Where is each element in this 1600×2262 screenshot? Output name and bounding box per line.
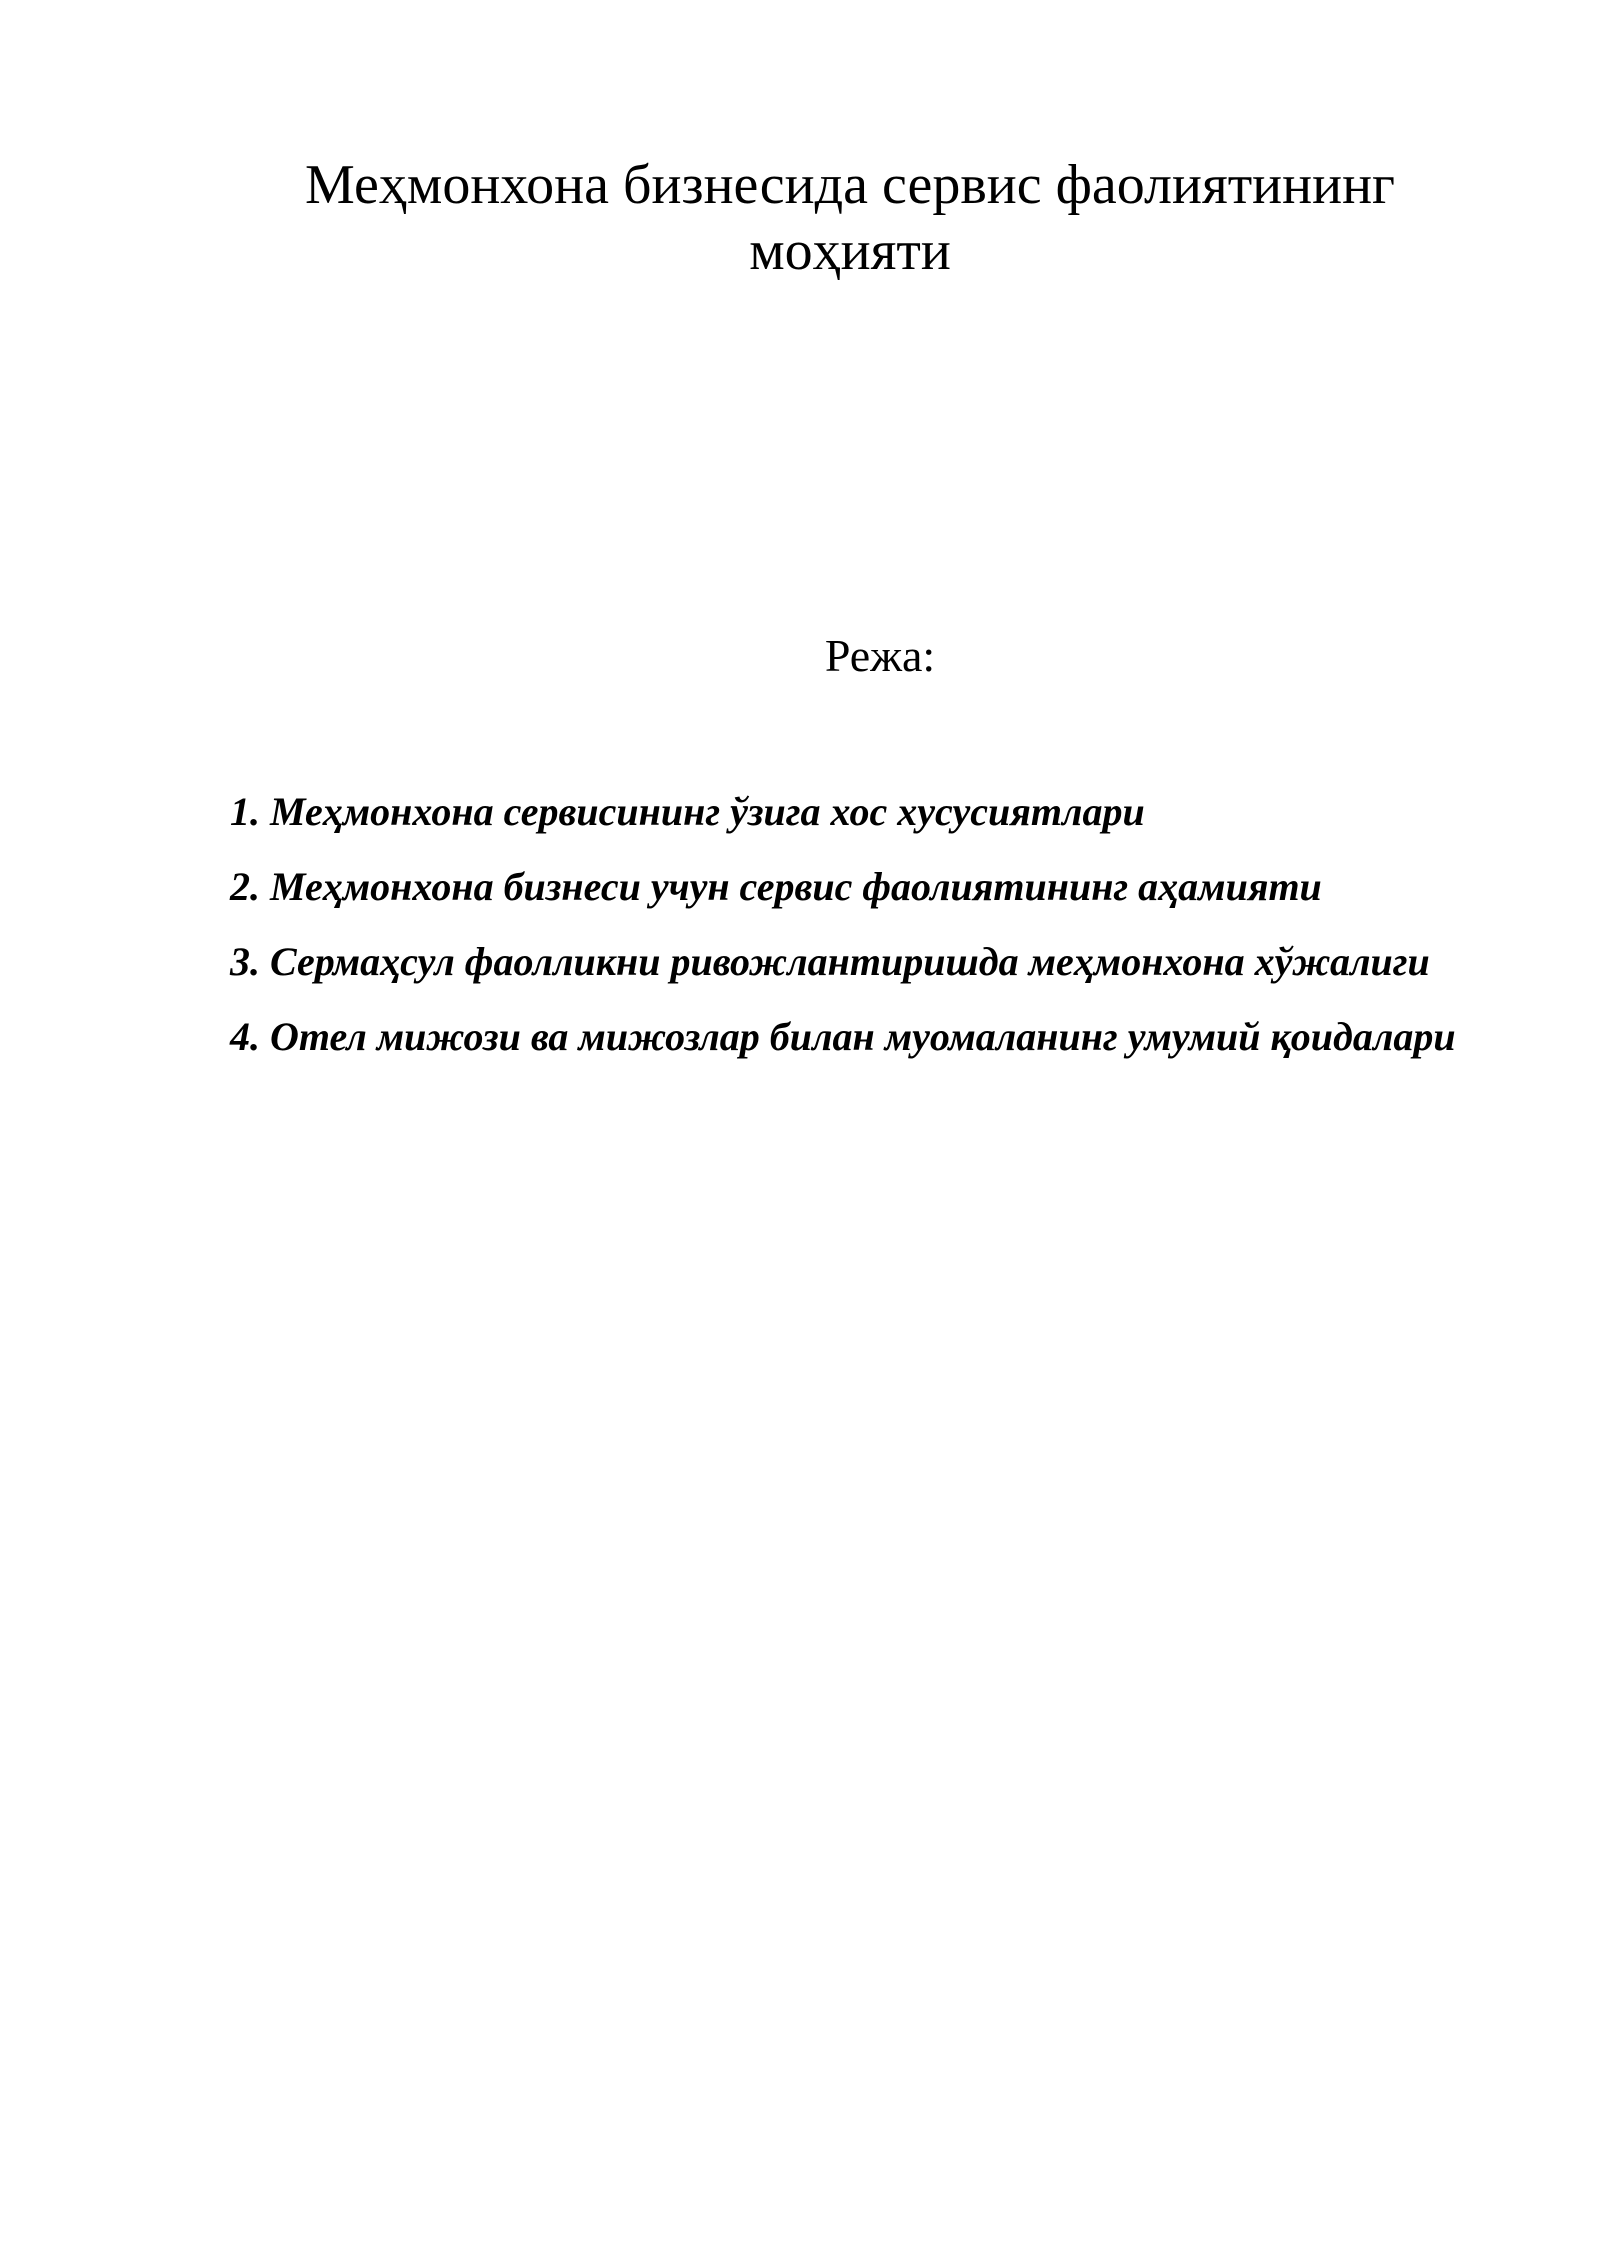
document-title: Меҳмонхона бизнесида сервис фаолиятининг моҳияти xyxy=(304,154,1396,282)
plan-item: 4. Отел мижози ва мижозлар билан муомаланинг умумий қоидалари xyxy=(230,1014,1456,1059)
plan-list xyxy=(230,774,1460,1074)
plan-item: 2. Меҳмонхона бизнеси учун сервис фаолиятининг аҳамияти xyxy=(230,864,1322,909)
plan-heading: Режа: xyxy=(824,630,936,681)
plan-item: 1. Меҳмонхона сервисининг ўзига хос хусусиятлари xyxy=(230,789,1145,834)
plan-item: 3. Сермаҳсул фаолликни ривожлантиришда меҳмонхона хўжалиги xyxy=(230,939,1430,984)
